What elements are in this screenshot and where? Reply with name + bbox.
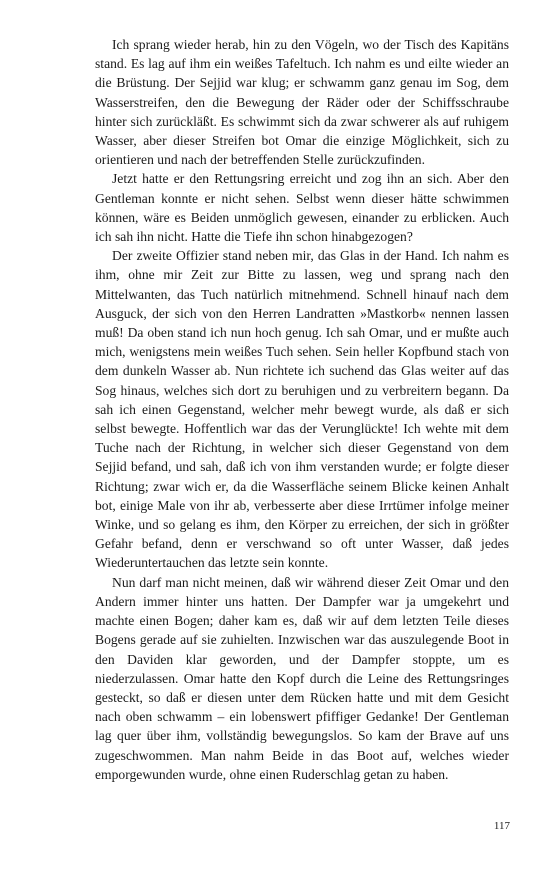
body-text [95, 35, 509, 784]
paragraph: Der zweite Offizier stand neben mir, das Glas in der Hand. Ich nahm es ihm, ohne mir Zeit zur Bitte zu lassen, weg und sprang nach den Mittelwanten, das Tuch natürlich mitnehmend. Schnell hinauf nach dem Ausguck, der sich von den Herren Landratten »Mastkorb« nennen lassen muß! Da oben stand ich nun hoch genug. Ich sah Omar, und er mußte auch mich, wenigstens mein weißes Tuch sehen. Sein heller Kopfbund stach von dem dunkeln Wasser ab. Nun richtete ich suchend das Glas weiter auf das Sog hinaus, welches sich dort zu beruhigen und zu verbreitern begann. Da sah ich einen Gegenstand, welcher mehr bewegt wurde, als daß er sich selbst bewegte. Hoffentlich war das der Verunglückte! Ich wehte mit dem Tuche nach der Richtung, in welcher sich dieser Gegenstand von dem Sejjid befand, und sah, daß ich von ihm verstanden wurde; er folgte dieser Richtung; zwar wich er, da die Wasserfläche seinem Blicke keinen Anhalt bot, einige Male von ihr ab, verbesserte aber diese Irrtümer infolge meiner Winke, und so gelang es ihm, den Körper zu erreichen, der sich in größter Gefahr befand, denn er verschwand so oft unter Wasser, daß jedes Wiederuntertauchen das letzte sein konnte. [95, 248, 509, 571]
paragraph: Ich sprang wieder herab, hin zu den Vögeln, wo der Tisch des Kapitäns stand. Es lag auf ihm ein weißes Tafeltuch. Ich nahm es und eilte wieder an die Brüstung. Der Sejjid war klug; er schwamm ganz genau im Sog, dem Wasserstreifen, den die Bewegung der Räder oder der Schiffsschraube hinter sich zurückläßt. Es schwimmt sich da zwar schwerer als auf ruhigem Wasser, aber dieser Streifen bot Omar die einzige Möglichkeit, sich zu orientieren und nach der betreffenden Stelle zurückzufinden. [95, 37, 509, 168]
page-number: 117 [493, 820, 510, 832]
paragraph: Nun darf man nicht meinen, daß wir während dieser Zeit Omar und den Andern immer hinter uns hatten. Der Dampfer war ja umgekehrt und machte einen Bogen; daher kam es, daß wir auf dem letzten Teile dieses Bogens gerade auf sie zuhielten. Inzwischen war das auszulegende Boot in den Daviden klar geworden, und der Dampfer stoppte, um es niederzulassen. Omar hatte den Kopf durch die Leine des Rettungsringes gesteckt, so daß er diesen unter dem Rücken hatte und mit dem Gesicht nach oben schwamm – ein lobenswert pfiffiger Gedanke! Der Gentleman lag quer über ihm, vollständig bewegungslos. So kam der Brave auf uns zugeschwommen. Man nahm Beide in das Boot auf, welches wieder emporgewunden wurde, ohne einen Ruderschlag getan zu haben. [95, 574, 509, 782]
paragraph: Jetzt hatte er den Rettungsring erreicht und zog ihn an sich. Aber den Gentleman konnte er nicht sehen. Selbst wenn dieser hätte schwimmen können, wäre es Beiden unmöglich gewesen, einander zu erblicken. Auch ich sah ihn nicht. Hatte die Tiefe ihn schon hinabgezogen? [95, 171, 509, 245]
